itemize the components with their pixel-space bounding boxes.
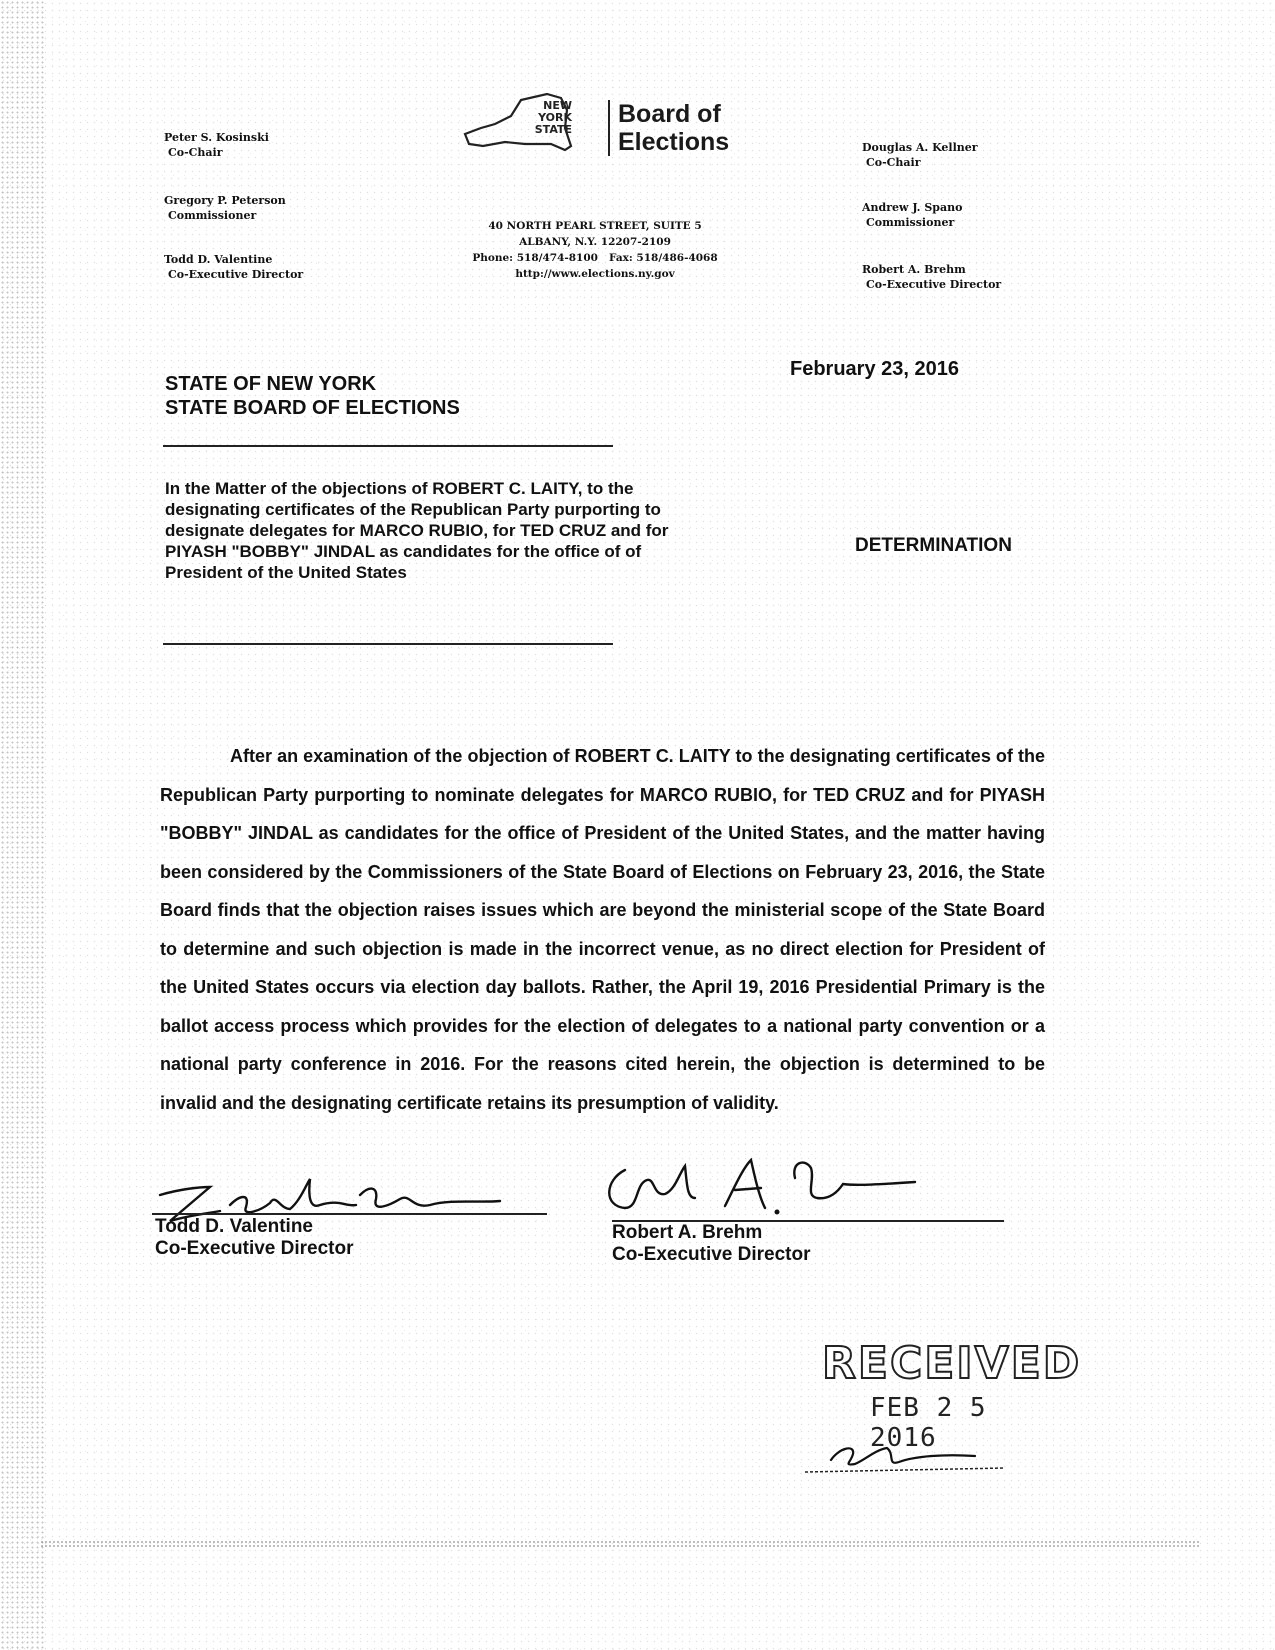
official-title: Commissioner (168, 209, 257, 222)
official-title: Commissioner (866, 216, 955, 229)
official-name: Douglas A. Kellner (862, 141, 978, 154)
signer-valentine (155, 1216, 354, 1260)
address-city: ALBANY, N.Y. 12207-2109 (519, 236, 671, 248)
determination-body: After an examination of the objection of ROBERT C. LAITY to the designating certificates of the Republican Party purporting to nominate delegates for MARCO RUBIO, for TED CRUZ and for PIYASH "BOBBY" JINDAL as candidates for the office of President of the United States, and the matter having been considered by the Commissioners of the State Board of Elections on February 23, 2016, the State Board finds that the objection raises issues which are beyond the ministerial scope of the State Board to determine and such objection is made in the incorrect venue, as no direct election for President of the United States occurs via election day ballots. Rather, the April 19, 2016 Presidential Primary is the ballot access process which provides for the election of delegates to a national party convention or a national party conference in 2016. For the reasons cited herein, the objection is determined to be invalid and the designating certificate retains its presumption of validity. (160, 746, 1045, 1113)
official-peterson (164, 193, 286, 223)
stamp-initials-image (795, 1430, 1015, 1480)
official-title: Co-Executive Director (168, 268, 304, 281)
official-title: Co-Chair (168, 146, 223, 159)
official-title: Co-Chair (866, 156, 921, 169)
stamp-date: FEB 2 5 2016 (870, 1393, 987, 1453)
logo-state-text: NEW YORK STATE (534, 99, 572, 136)
logo-title-line2: Elections (618, 128, 730, 156)
official-kosinski (164, 130, 269, 160)
official-name: Andrew J. Spano (862, 201, 963, 214)
address-phone: Phone: 518/474-8100 (472, 252, 598, 264)
determination-heading: DETERMINATION (855, 535, 1012, 556)
address-website: http://www.elections.ny.gov (515, 268, 675, 280)
official-spano (862, 200, 962, 230)
signature-line-left (152, 1213, 547, 1215)
matter-caption: In the Matter of the objections of ROBERT C. LAITY, to the designating certificates of the Republican Party purporting to designate delegates for MARCO RUBIO, for TED CRUZ and for PIYASH "BOBBY" JINDAL as candidates for the office of of President of the United States (165, 479, 669, 582)
signer-title: Co-Executive Director (155, 1238, 354, 1259)
caption-rule-bottom (163, 643, 613, 645)
document-date: February 23, 2016 (790, 358, 959, 380)
board-address (430, 218, 760, 282)
official-name: Todd D. Valentine (164, 253, 273, 266)
official-valentine (164, 252, 303, 282)
caption-rule-top (163, 445, 613, 447)
signer-name: Todd D. Valentine (155, 1216, 313, 1237)
official-title: Co-Executive Director (866, 278, 1002, 291)
scan-edge-shadow (0, 0, 45, 1650)
signer-name: Robert A. Brehm (612, 1222, 763, 1243)
official-brehm (862, 262, 1001, 292)
logo-title (608, 100, 729, 156)
official-name: Peter S. Kosinski (164, 131, 269, 144)
stamp-label: RECEIVED (822, 1338, 1082, 1389)
signer-brehm (612, 1222, 811, 1266)
official-kellner (862, 140, 978, 170)
official-name: Robert A. Brehm (862, 263, 966, 276)
agency-line1: STATE OF NEW YORK (165, 373, 377, 395)
official-name: Gregory P. Peterson (164, 194, 286, 207)
address-phone-fax (430, 250, 760, 266)
agency-heading (165, 372, 460, 420)
address-street: 40 NORTH PEARL STREET, SUITE 5 (488, 220, 702, 232)
scan-bottom-edge (40, 1540, 1200, 1548)
brehm-signature-image (595, 1150, 955, 1230)
agency-line2: STATE BOARD OF ELECTIONS (165, 397, 460, 419)
signer-title: Co-Executive Director (612, 1244, 811, 1265)
address-fax: Fax: 518/486-4068 (608, 252, 718, 264)
logo-title-line1: Board of (618, 100, 721, 128)
